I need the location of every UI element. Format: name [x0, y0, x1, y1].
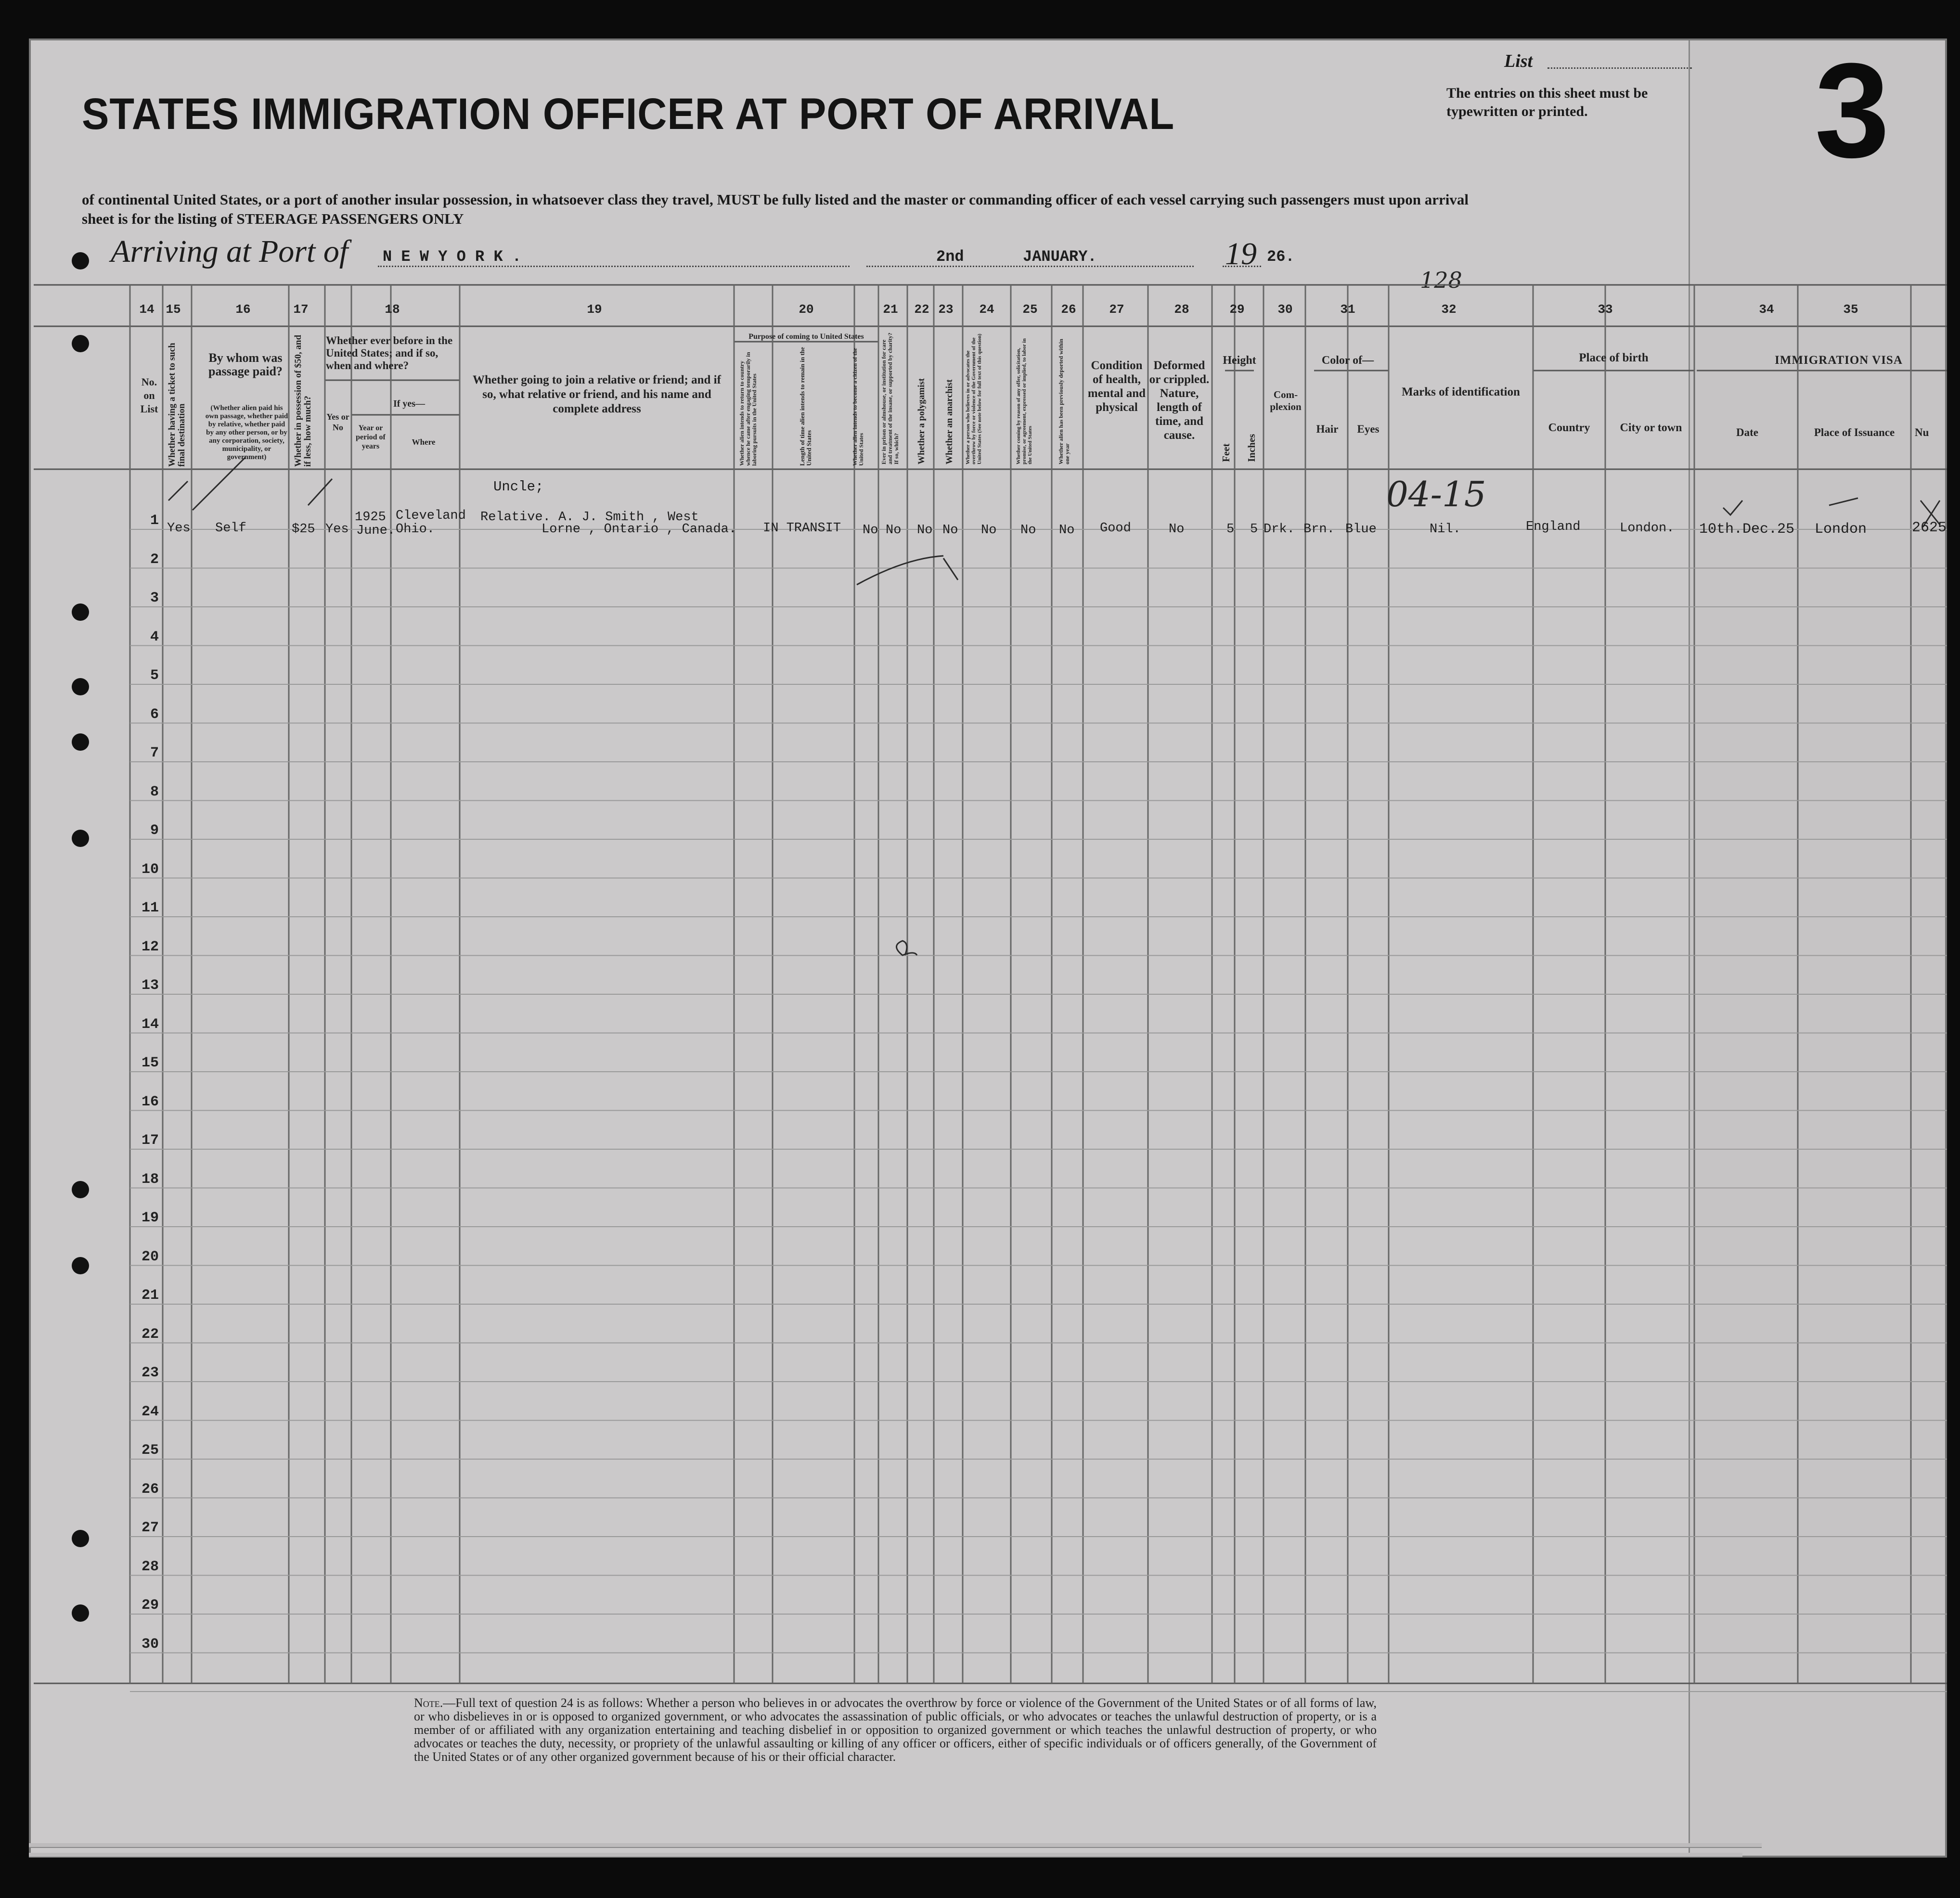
answer-value: No [917, 523, 933, 538]
handwritten-mark: 04-15 [1386, 474, 1486, 514]
row-number: 13 [141, 977, 159, 994]
header-visa-num: Nu [1915, 426, 1929, 438]
column-number: 34 [1759, 302, 1774, 317]
column-number: 29 [1229, 302, 1245, 317]
relation-value: Relative. A. J. Smith , West [480, 510, 699, 525]
deformed-value: No [1169, 522, 1185, 537]
column-number: 17 [293, 302, 309, 317]
paid-by-value: Self [215, 521, 246, 536]
row-number: 24 [141, 1403, 159, 1420]
header-purpose-c: Whether alien intends to become a citizen of the United States [851, 347, 864, 466]
place-value: Cleveland [396, 509, 466, 523]
check-mark [1723, 500, 1742, 515]
column-number: 31 [1340, 302, 1355, 317]
answer-value: No [863, 523, 878, 538]
month-value: June. [356, 524, 396, 538]
inches-value: 5 [1250, 522, 1258, 537]
header-place-of-birth: Place of birth [1579, 351, 1649, 364]
footnote-text: —Full text of question 24 is as follows: Whether a person who believes in or advocates the overthrow by force or violence of the Government of the United States or of all forms of law, or who disbelieves in or is opposed to organized government, or who advocates the assassination of public officials, or who advocates or teaches the unlawful destruction of property, or is a member of or affiliated with any organization entertaining and teaching disbelief in or opposition to organized government or which teaches the unlawful destruction of property, or who advocates or teaches the duty, necessity, or propriety of the unlawful assaulting or killing of any officer or officers, either of specific individuals or of officers generally, of the Government of the United States or of any other organized government because of his or their official character. [414, 1696, 1377, 1764]
page-title: STATES IMMIGRATION OFFICER AT PORT OF ARRIVAL [82, 90, 1175, 139]
row-number: 16 [141, 1093, 159, 1110]
year-suffix: 26. [1267, 248, 1295, 266]
row-number: 23 [141, 1365, 159, 1381]
row-number: 10 [141, 861, 159, 878]
answer-value: No [886, 523, 902, 538]
column-number: 19 [587, 302, 602, 317]
header-q25: Whether coming by reason of any offer, solicitation, promise, or agreement, expressed or implied, to labor in the United States [1016, 338, 1033, 464]
check-mark [193, 457, 245, 510]
row-number: 12 [141, 938, 159, 955]
check-mark [1829, 498, 1858, 505]
header-eyes: Eyes [1357, 423, 1380, 435]
arriving-label: Arriving at Port of [111, 234, 348, 269]
column-number: 32 [1441, 302, 1457, 317]
column-number: 27 [1109, 302, 1124, 317]
row-number: 1 [150, 513, 159, 529]
header-by-whom: By whom was passage paid? [208, 351, 283, 378]
handwritten-count: 128 [1420, 267, 1462, 293]
answer-value: No [981, 523, 997, 538]
row-number: 4 [150, 628, 159, 645]
row-number: 9 [150, 822, 159, 839]
row-number: 21 [141, 1287, 159, 1304]
row-number: 2 [150, 551, 159, 568]
column-number: 18 [385, 302, 400, 317]
column-number: 14 [139, 302, 155, 317]
column-number: 30 [1277, 302, 1293, 317]
header-inches: Inches [1246, 434, 1257, 462]
year-prefix: 19 [1225, 236, 1257, 271]
header-prison: Ever in prison or almshouse, or institution for care and treatment of the insane, or supported by charity? If so, which? [880, 333, 900, 464]
header-q24: Whether a person who believes in or advocates the overthrow by force or violence of the Government of the United States (See note below for full text of this question) [965, 333, 982, 464]
place-value: Ohio. [396, 522, 435, 537]
column-number: 22 [914, 302, 929, 317]
column-number: 16 [235, 302, 251, 317]
row-number: 25 [141, 1442, 159, 1459]
header-purpose-b: Length of time alien intends to remain in the United States [799, 347, 812, 466]
header-visa: IMMIGRATION VISA [1775, 354, 1903, 367]
header-hair: Hair [1316, 423, 1339, 435]
header-yes-no: Yes or No [326, 412, 349, 432]
column-number: 24 [979, 302, 994, 317]
header-money: Whether in possession of $50, and if less, how much? [293, 334, 313, 467]
page-edge [29, 1843, 1762, 1848]
check-mark [168, 481, 188, 500]
visa-date-value: 10th.Dec.25 [1699, 521, 1795, 538]
typewritten-notice: The entries on this sheet must be typewritten or printed. [1446, 85, 1648, 119]
visa-num-value: 2625 [1912, 520, 1947, 536]
country-value: England [1526, 520, 1581, 534]
row-number: 6 [150, 706, 159, 723]
header-color-of: Color of— [1321, 354, 1374, 367]
header-year-period: Year or period of years [356, 424, 386, 450]
purpose-value: IN TRANSIT [763, 521, 841, 536]
month-value: JANUARY. [1023, 248, 1097, 266]
header-polygamist: Whether a polygamist [916, 378, 927, 464]
row-number: 8 [150, 783, 159, 800]
header-visa-place: Place of Issuance [1814, 426, 1895, 438]
condition-value: Good [1100, 521, 1131, 536]
answer-value: No [942, 523, 958, 538]
row-number: 26 [141, 1481, 159, 1498]
sheet-number: 3 [1815, 36, 1890, 186]
address-value: Lorne , Ontario , Canada. [542, 522, 737, 537]
header-height: Height [1223, 354, 1256, 367]
header-deformed: Deformed or crippled. Nature, length of time, and cause. [1149, 359, 1210, 442]
header-where: Where [412, 437, 436, 447]
column-number: 20 [799, 302, 814, 317]
row-number: 11 [141, 900, 159, 916]
row-number: 22 [141, 1326, 159, 1343]
header-visa-date: Date [1736, 426, 1758, 438]
answer-value: No [1059, 523, 1075, 538]
header-ticket: Whether having a ticket to such final destination [167, 343, 187, 467]
visa-place-value: London [1815, 521, 1867, 538]
page-edge [29, 1853, 1742, 1858]
row-number: 29 [141, 1597, 159, 1614]
column-number: 25 [1022, 302, 1038, 317]
hair-value: Brn. [1303, 522, 1335, 537]
row-number: 18 [141, 1171, 159, 1188]
header-purpose: Purpose of coming to United States [748, 333, 864, 341]
ticket-value: Yes [167, 521, 191, 536]
column-number: 28 [1174, 302, 1189, 317]
header-by-whom-note: (Whether alien paid his own passage, whether paid by relative, whether paid by any other person, or by any corporation, society, municipality, or government) [205, 404, 288, 461]
header-country: Country [1548, 422, 1590, 434]
row-number: 27 [141, 1520, 159, 1536]
column-number: 23 [938, 302, 954, 317]
complexion-value: Drk. [1264, 522, 1295, 537]
port-value: N E W Y O R K . [383, 248, 522, 266]
header-anarchist: Whether an anarchist [944, 379, 954, 464]
header-complexion: Com-plexion [1270, 389, 1302, 412]
row-number: 3 [150, 590, 159, 606]
money-value: $25 [292, 522, 315, 537]
city-value: London. [1620, 521, 1675, 536]
row-number: 20 [141, 1248, 159, 1265]
check-mark [308, 479, 332, 505]
year-value: 1925 [355, 510, 386, 525]
footnote-label: Note. [414, 1696, 443, 1710]
intro-text: of continental United States, or a port of another insular possession, in whatsoever class they travel, MUST be fully listed and the master or commanding officer of each vessel carrying such passengers must upon arrival sheet is for the listing of STEERAGE PASSENGERS ONLY [82, 191, 1469, 227]
header-marks: Marks of identification [1402, 385, 1520, 398]
column-number: 35 [1843, 302, 1858, 317]
row-number: 7 [150, 745, 159, 761]
relation-top-value: Uncle; [493, 479, 544, 495]
day-value: 2nd [936, 248, 964, 266]
eyes-value: Blue [1345, 522, 1377, 537]
column-number: 15 [166, 302, 181, 317]
row-number: 28 [141, 1558, 159, 1575]
column-number: 26 [1061, 302, 1076, 317]
row-number: 17 [141, 1132, 159, 1149]
footnote [414, 1696, 1377, 1764]
row-number: 5 [150, 667, 159, 684]
list-label: List [1504, 51, 1533, 71]
row-number: 14 [141, 1016, 159, 1033]
header-if-yes: If yes— [393, 398, 426, 409]
header-city: City or town [1620, 422, 1682, 434]
row-number: 15 [141, 1055, 159, 1071]
header-no-on-list: No. on List [140, 376, 158, 415]
header-condition: Condition of health, mental and physical [1087, 359, 1146, 414]
column-number: 33 [1598, 302, 1613, 317]
header-q26: Whether alien has been previously deported within one year [1057, 339, 1070, 464]
marks-value: Nil. [1430, 522, 1461, 537]
column-number: 21 [883, 302, 898, 317]
header-feet: Feet [1220, 443, 1232, 462]
header-joining: Whether going to join a relative or friend; and if so, what relative or friend, and his name and complete address [473, 373, 721, 415]
row-number: 19 [141, 1210, 159, 1226]
header-purpose-a: Whether alien intends to return to country whence he came after engaging temporarily in laboring pursuits in the United States [738, 352, 758, 466]
header-before-us: Whether ever before in the United States; and if so, when and where? [326, 334, 453, 372]
before-value: Yes [325, 522, 349, 537]
row-number: 30 [141, 1636, 159, 1653]
answer-value: No [1020, 523, 1036, 538]
feet-value: 5 [1226, 522, 1235, 537]
